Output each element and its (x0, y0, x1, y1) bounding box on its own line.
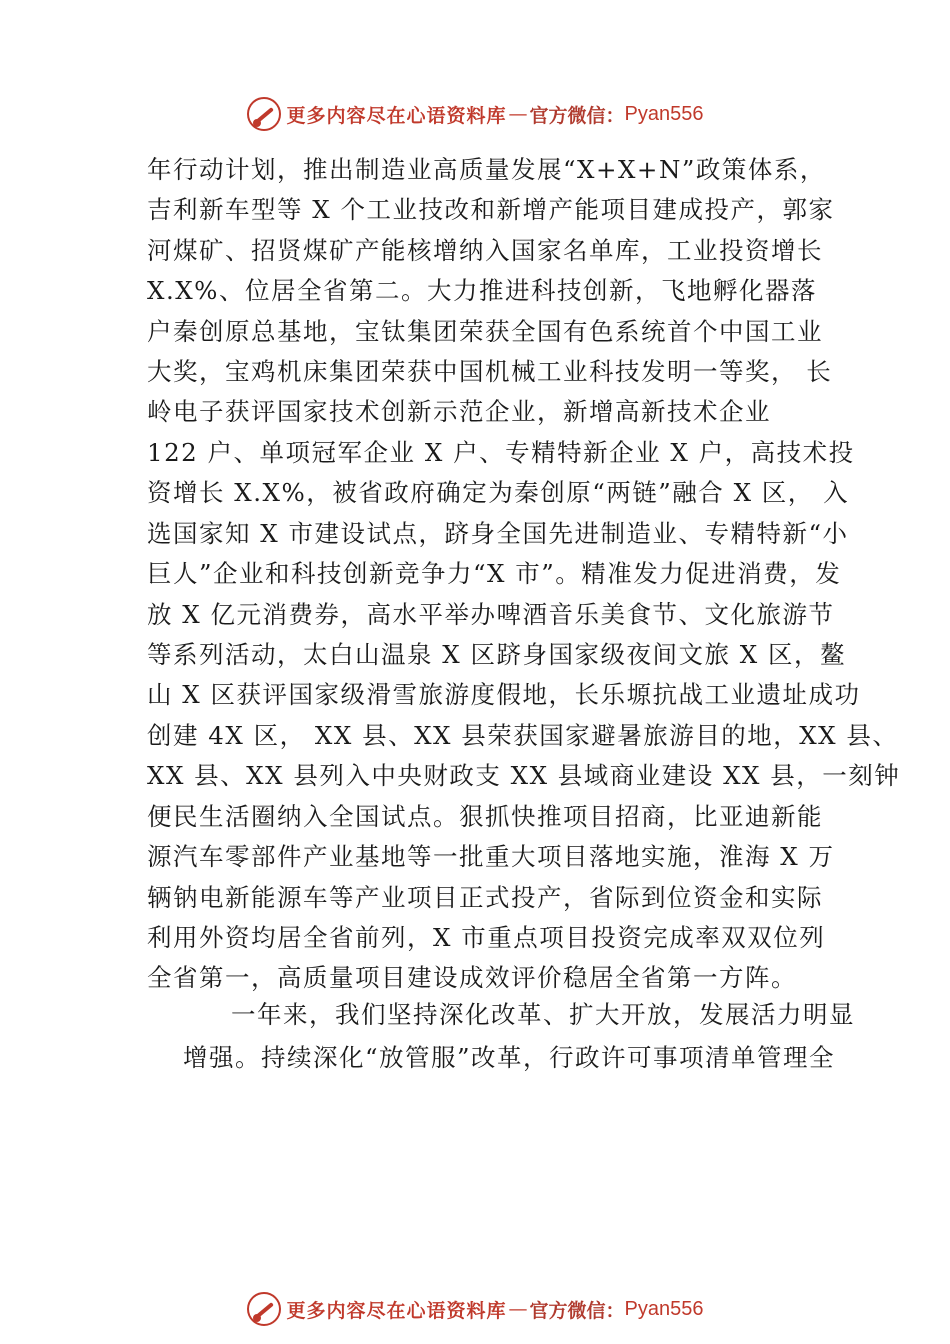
body-line: 全省第一，高质量项目建设成效评价稳居全省第一方阵。 (147, 963, 797, 992)
body-line: 利用外资均居全省前列，X 市重点项目投资完成率双双位列 (147, 923, 826, 952)
header-weixin-id: Pyan556 (624, 102, 704, 125)
footer-brand: 更多内容尽在心语资料库 (286, 1299, 507, 1322)
body-line: 资增长 X.X%，被省政府确定为秦创原“两链”融合 X 区， 入 (147, 478, 850, 507)
body-line: 放 X 亿元消费券，高水平举办啤酒音乐美食节、文化旅游节 (147, 600, 835, 629)
body-line: 户秦创原总基地，宝钛集团荣获全国有色系统首个中国工业 (147, 317, 823, 346)
body-line: 辆钠电新能源车等产业项目正式投产，省际到位资金和实际 (147, 883, 823, 912)
footer-dash: — (508, 1298, 528, 1320)
footer-banner (0, 1289, 950, 1329)
paragraph-first-line: 一年来，我们坚持深化改革、扩大开放，发展活力明显 (231, 1000, 855, 1029)
body-line: 年行动计划，推出制造业高质量发展“X+X+N”政策体系， (147, 155, 826, 184)
header-dash: — (508, 103, 528, 125)
header-banner (0, 94, 950, 134)
body-line: 增强。持续深化“放管服”改革，行政许可事项清单管理全 (183, 1043, 836, 1072)
body-line: 吉利新车型等 X 个工业技改和新增产能项目建成投产，郭家 (147, 195, 835, 224)
pen-logo-icon (247, 1292, 281, 1326)
body-line: 河煤矿、招贤煤矿产能核增纳入国家名单库，工业投资增长 (147, 236, 823, 265)
pen-logo-icon (247, 97, 281, 131)
body-line: 巨人”企业和科技创新竞争力“X 市”。精准发力促进消费，发 (147, 559, 842, 588)
body-line: 选国家知 X 市建设试点，跻身全国先进制造业、专精特新“小 (147, 519, 849, 548)
footer-weixin-id: Pyan556 (624, 1297, 704, 1320)
body-line: 等系列活动，太白山温泉 X 区跻身国家级夜间文旅 X 区，鳌 (147, 640, 847, 669)
body-line: 122 户、单项冠军企业 X 户、专精特新企业 X 户，高技术投 (147, 438, 855, 467)
body-line: X.X%、位居全省第二。大力推进科技创新，飞地孵化器落 (147, 276, 817, 305)
body-line: 大奖，宝鸡机床集团荣获中国机械工业科技发明一等奖， 长 (147, 357, 833, 386)
body-line: 岭电子获评国家技术创新示范企业，新增高新技术企业 (147, 397, 771, 426)
body-line: XX 县、XX 县列入中央财政支 XX 县域商业建设 XX 县，一刻钟 (147, 761, 901, 790)
body-line: 源汽车零部件产业基地等一批重大项目落地实施，淮海 X 万 (147, 842, 835, 871)
body-line: 便民生活圈纳入全国试点。狠抓快推项目招商，比亚迪新能 (147, 802, 823, 831)
header-brand: 更多内容尽在心语资料库 (286, 104, 507, 127)
header-weixin-label: 官方微信： (529, 104, 625, 127)
body-line: 山 X 区获评国家级滑雪旅游度假地，长乐塬抗战工业遗址成功 (147, 680, 861, 709)
footer-weixin-label: 官方微信： (529, 1299, 625, 1322)
body-line: 创建 4X 区， XX 县、XX 县荣获国家避暑旅游目的地，XX 县、 (147, 721, 899, 750)
